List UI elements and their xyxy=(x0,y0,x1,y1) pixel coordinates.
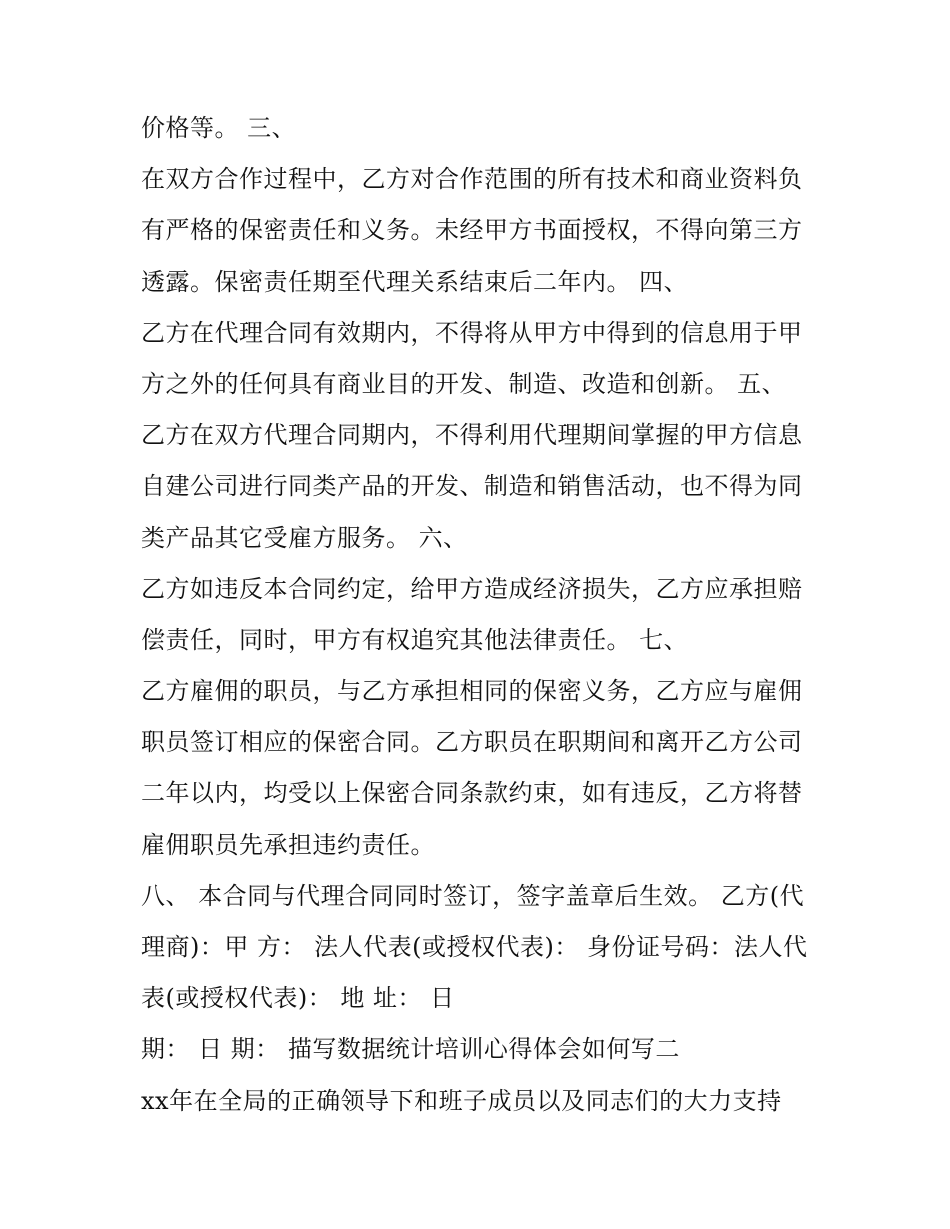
text-line: 自建公司进行同类产品的开发、制造和销售活动，也不得为同 xyxy=(141,472,803,501)
text-line: 理商)：甲 方： 法人代表(或授权代表)： 身份证号码：法人代 xyxy=(141,933,808,961)
text-line: 八、 本合同与代理合同同时签订，签字盖章后生效。 乙方(代 xyxy=(141,881,805,910)
text-line: 有严格的保密责任和义务。未经甲方书面授权，不得向第三方 xyxy=(141,216,803,245)
text-line: 职员签订相应的保密合同。乙方职员在职期间和离开乙方公司 xyxy=(141,728,803,757)
text-line: 乙方如违反本合同约定，给甲方造成经济损失，乙方应承担赔 xyxy=(141,574,803,603)
text-line: xx年在全局的正确领导下和班子成员以及同志们的大力支持 xyxy=(141,1086,782,1115)
text-line: 偿责任，同时，甲方有权追究其他法律责任。 七、 xyxy=(141,625,689,654)
text-line: 方之外的任何具有商业目的开发、制造、改造和创新。 五、 xyxy=(141,369,787,398)
text-line: 透露。保密责任期至代理关系结束后二年内。 四、 xyxy=(141,267,689,296)
document-body xyxy=(141,108,821,1132)
text-line: 雇佣职员先承担违约责任。 xyxy=(141,830,435,859)
text-line: 二年以内，均受以上保密合同条款约束，如有违反，乙方将替 xyxy=(141,779,803,808)
text-line: 价格等。 三、 xyxy=(141,114,297,142)
text-line: 乙方在代理合同有效期内，不得将从甲方中得到的信息用于甲 xyxy=(141,318,803,347)
text-line: 乙方雇佣的职员，与乙方承担相同的保密义务，乙方应与雇佣 xyxy=(141,677,803,706)
text-line: 在双方合作过程中，乙方对合作范围的所有技术和商业资料负 xyxy=(141,165,803,194)
text-line: 表(或授权代表)： 地 址： 日 xyxy=(141,984,455,1013)
text-line: 乙方在双方代理合同期内，不得利用代理期间掌握的甲方信息 xyxy=(141,421,803,450)
text-line: 期： 日 期： 描写数据统计培训心得体会如何写二 xyxy=(141,1035,680,1064)
text-line: 类产品其它受雇方服务。 六、 xyxy=(141,523,468,552)
